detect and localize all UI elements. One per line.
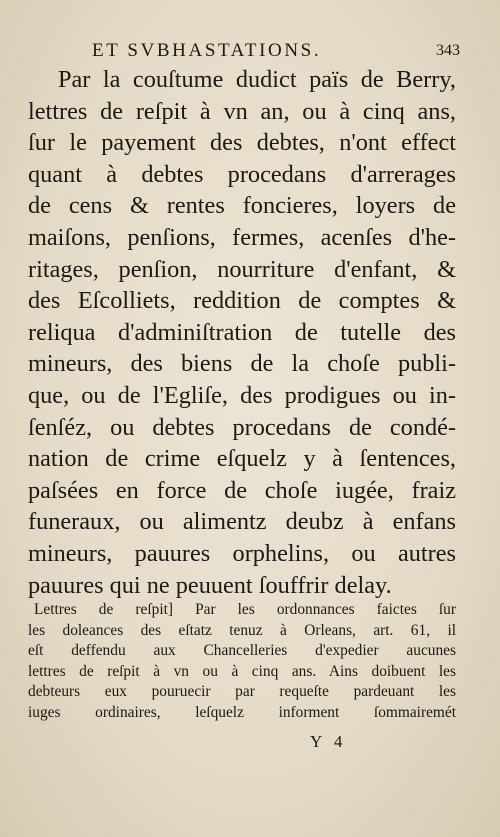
text-line: mineurs, des biens de la choſe publi- [28, 350, 456, 378]
text-line: mineurs, pauures orphelins, ou autres [28, 539, 456, 567]
text-line: ſur le payement des debtes, n'ont effect [28, 129, 456, 157]
signature-mark: Y 4 [310, 732, 347, 751]
marginal-note [28, 600, 456, 723]
text-line: des Eſcolliets, reddition de comptes & [28, 287, 456, 315]
text-line: ſenſéz, ou debtes procedans de condé- [28, 413, 456, 441]
text-line: Par la couſtume dudict païs de Berry, [58, 66, 456, 93]
page-number: 343 [436, 42, 460, 59]
note-line: les doleances des eſtatz tenuz à Orleans, art. 61, il [28, 621, 456, 639]
note-line: eſt deffendu aux Chancelleries d'expedier aucunes [28, 642, 456, 659]
text-line: pauures qui ne peuuent ſouffrir delay. [28, 571, 392, 599]
text-line: que, ou de l'Egliſe, des prodigues ou in- [28, 381, 456, 409]
note-line: Lettres de reſpit] Par les ordonnances faictes ſur [34, 601, 456, 618]
text-line: nation de crime eſquelz y à ſentences, [28, 445, 456, 473]
text-line: funeraux, ou alimentz deubz à enfans [28, 508, 456, 536]
note-line: lettres de reſpit à vn ou à cinq ans. Ains doibuent les [28, 662, 456, 680]
running-title: ET SVBHASTATIONS. [92, 40, 322, 61]
text-line: quant à debtes procedans d'arrerages [28, 160, 456, 188]
text-line: ritages, penſion, nourriture d'enfant, & [28, 255, 456, 283]
text-line: paſsées en force de choſe iugée, fraiz [28, 476, 456, 504]
text-line: reliqua d'adminiſtration de tutelle des [28, 318, 456, 346]
note-line: iuges ordinaires, leſquelz informent ſommairemét [28, 703, 456, 721]
running-head [92, 40, 460, 66]
note-line: debteurs eux pouruecir par requeſte pardeuant les [28, 683, 456, 700]
text-line: maiſons, penſions, fermes, acenſes d'he- [28, 223, 456, 251]
text-line: lettres de reſpit à vn an, ou à cinq ans, [28, 97, 456, 125]
text-line: de cens & rentes foncieres, loyers de [28, 192, 456, 220]
main-text [28, 64, 456, 601]
